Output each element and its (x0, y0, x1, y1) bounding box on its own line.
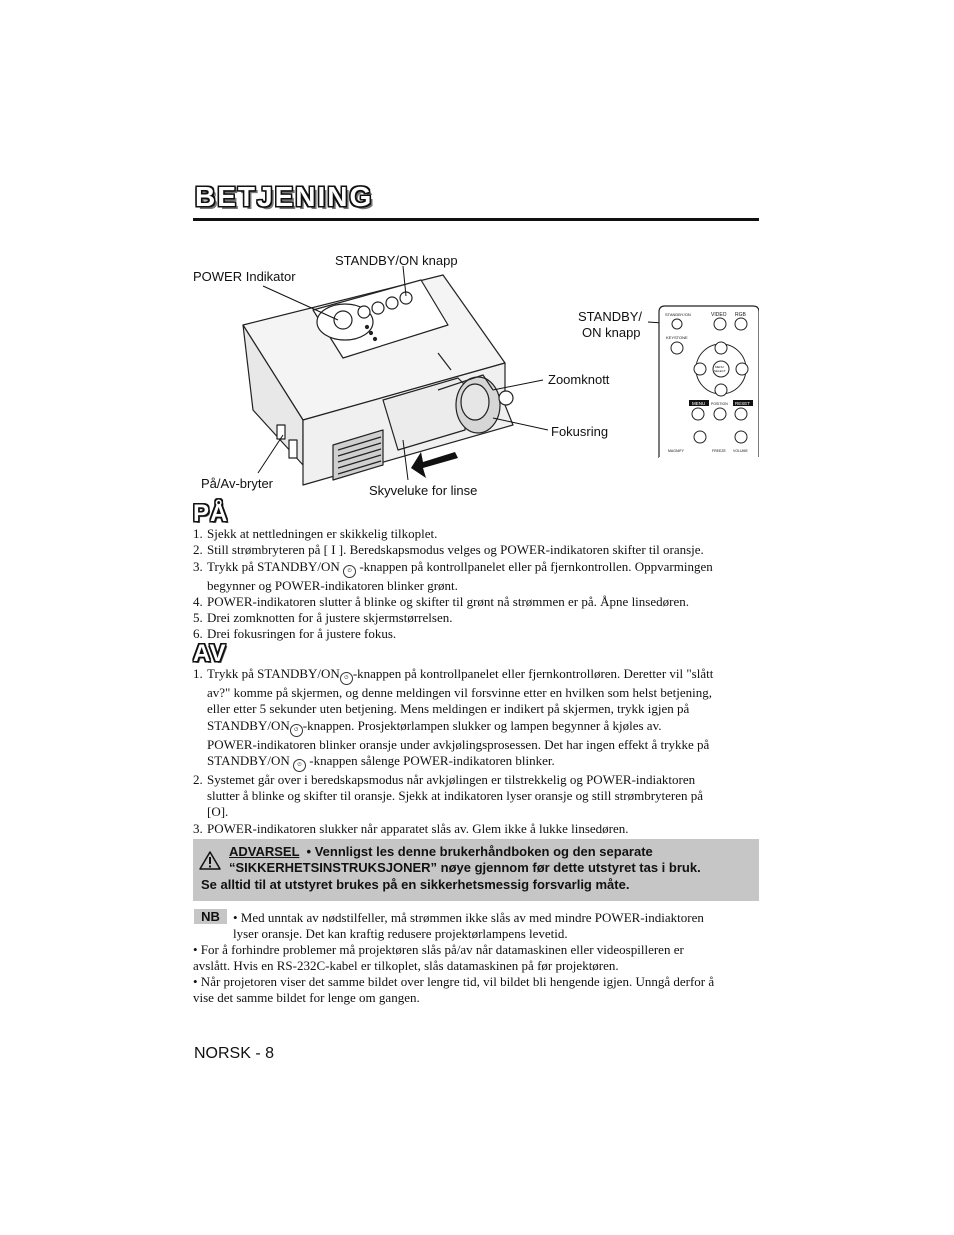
list-item: 1. Trykk på STANDBY/ON ⏻ -knappen på kontrollpanelet eller fjernkontrolløren. Deretter vil "slått av?" komme på skjermen, og denne meldingen vil forsvinne etter en hvilken som helst betjening, eller etter 5 sekunder uten betjening. Mens meldingen er indikert på skjermen, trykk igjen på STANDBY/ON ⏻ -knappen. Prosjektørlampen slukker og lampen begynner å kjøles av. POWER-indikatoren blinker oransje under avkjølingsprosessen. Det har ingen effekt å trykke på STANDBY/ON ⏻ -knappen sålenge POWER-indikatoren blinker. (193, 666, 759, 772)
off-steps-list (193, 666, 759, 837)
remote-volume-label: VOLUME (733, 449, 748, 453)
warning-triangle-icon (199, 851, 221, 870)
standby-button-icon: ⏻ (293, 759, 306, 772)
remote-magnify-label: MAGNIFY (668, 449, 684, 453)
remote-standby-label: STANDBY/ON (665, 312, 691, 317)
warning-line-2: “SIKKERHETSINSTRUKSJONER” nøye gjennom før dette utstyret tas i bruk. (229, 860, 701, 875)
remote-keystone-label: KEYSTONE (666, 335, 688, 340)
nb-badge: NB (194, 909, 227, 924)
section-heading-on: PÅ (193, 500, 229, 527)
nb-line-4: avslått. Hvis en RS-232C-kabel er tilkoplet, slås datamaskinen på før projektøren. (193, 958, 619, 973)
label-remote-standby-1: STANDBY/ (578, 309, 643, 324)
label-zoomknott: Zoomknott (548, 372, 610, 387)
list-item: 6. Drei fokusringen for å justere fokus. (193, 626, 397, 642)
list-item: 3. Trykk på STANDBY/ON ⏻ -knappen på kontrollpanelet eller på fjernkontrollen. Oppvarmingen begynner og POWER-indikatoren blinker grønt. (193, 558, 713, 593)
remote-freeze-label: FREEZE (712, 449, 726, 453)
title-rule (193, 218, 759, 221)
standby-button-icon: ⏻ (290, 724, 303, 737)
list-item: 4. POWER-indikatoren slutter å blinke og skifter til grønt nå strømmen er på. Åpne linsedøren. (193, 593, 689, 609)
remote-menu-label: MENU (692, 401, 706, 406)
standby-button-icon: ⏻ (343, 565, 356, 578)
list-item: 1. Sjekk at nettledningen er skikkelig tilkoplet. (193, 526, 438, 541)
label-standby-on-knapp: STANDBY/ON knapp (335, 253, 458, 268)
label-power-indikator: POWER Indikator (193, 269, 296, 284)
standby-button-icon: ⏻ (340, 672, 353, 685)
label-fokusring: Fokusring (551, 424, 609, 439)
list-item: 3. POWER-indikatoren slukker når apparatet slås av. Glem ikke å lukke linsedøren. (193, 820, 629, 836)
label-remote-standby-2: ON knapp (582, 325, 641, 340)
label-pa-av-bryter: På/Av-bryter (201, 476, 274, 491)
nb-line-3: • For å forhindre problemer må projektøren slås på/av når datamaskinen eller videospilleren er (193, 942, 684, 957)
on-steps-list (193, 526, 759, 643)
warning-box (193, 839, 759, 901)
section-heading-off: AV (193, 640, 227, 667)
page-title: BETJENING (195, 181, 374, 212)
remote-menu-select-1: MENU (715, 365, 724, 369)
list-item: 2. Still strømbryteren på [ I ]. Beredskapsmodus velges og POWER-indikatoren skifter til oransje. (193, 542, 704, 558)
list-item: 2. Systemet går over i beredskapsmodus når avkjølingen er tilstrekkelig og POWER-indiaktoren slutter å blinke og skifter til oransje. Sjekk at indikatoren lyser oransje og still strømbryteren på [O]. (193, 771, 704, 820)
remote-position-label: POSITION (711, 402, 728, 406)
warning-label: ADVARSEL (229, 844, 300, 859)
page-footer: NORSK - 8 (194, 1045, 275, 1062)
label-skyveluke: Skyveluke for linse (369, 483, 478, 498)
nb-line-5: • Når projetoren viser det samme bildet over lengre tid, vil bildet bli hengende igjen. Unngå derfor å (193, 974, 715, 989)
remote-reset-label: RESET (735, 401, 751, 406)
remote-menu-select-2: SELECT (714, 369, 726, 373)
warning-line-1: ADVARSEL • Vennligst les denne brukerhåndboken og den separate (229, 844, 653, 859)
nb-line-1: • Med unntak av nødstilfeller, må strømmen ikke slås av med mindre POWER-indiaktoren (233, 910, 704, 925)
warning-line-3: Se alltid til at utstyret brukes på en sikkerhetsmessig forsvarlig måte. (201, 877, 630, 892)
nb-line-2: lyser oransje. Det kan kraftig redusere projektørlampens levetid. (233, 926, 568, 941)
nb-line-6: vise det samme bildet for lenge om gangen. (193, 990, 420, 1005)
list-item: 5. Drei zomknotten for å justere skjermstørrelsen. (193, 610, 453, 626)
remote-rgb-label: RGB (735, 312, 746, 318)
remote-video-label: VIDEO (711, 312, 727, 318)
